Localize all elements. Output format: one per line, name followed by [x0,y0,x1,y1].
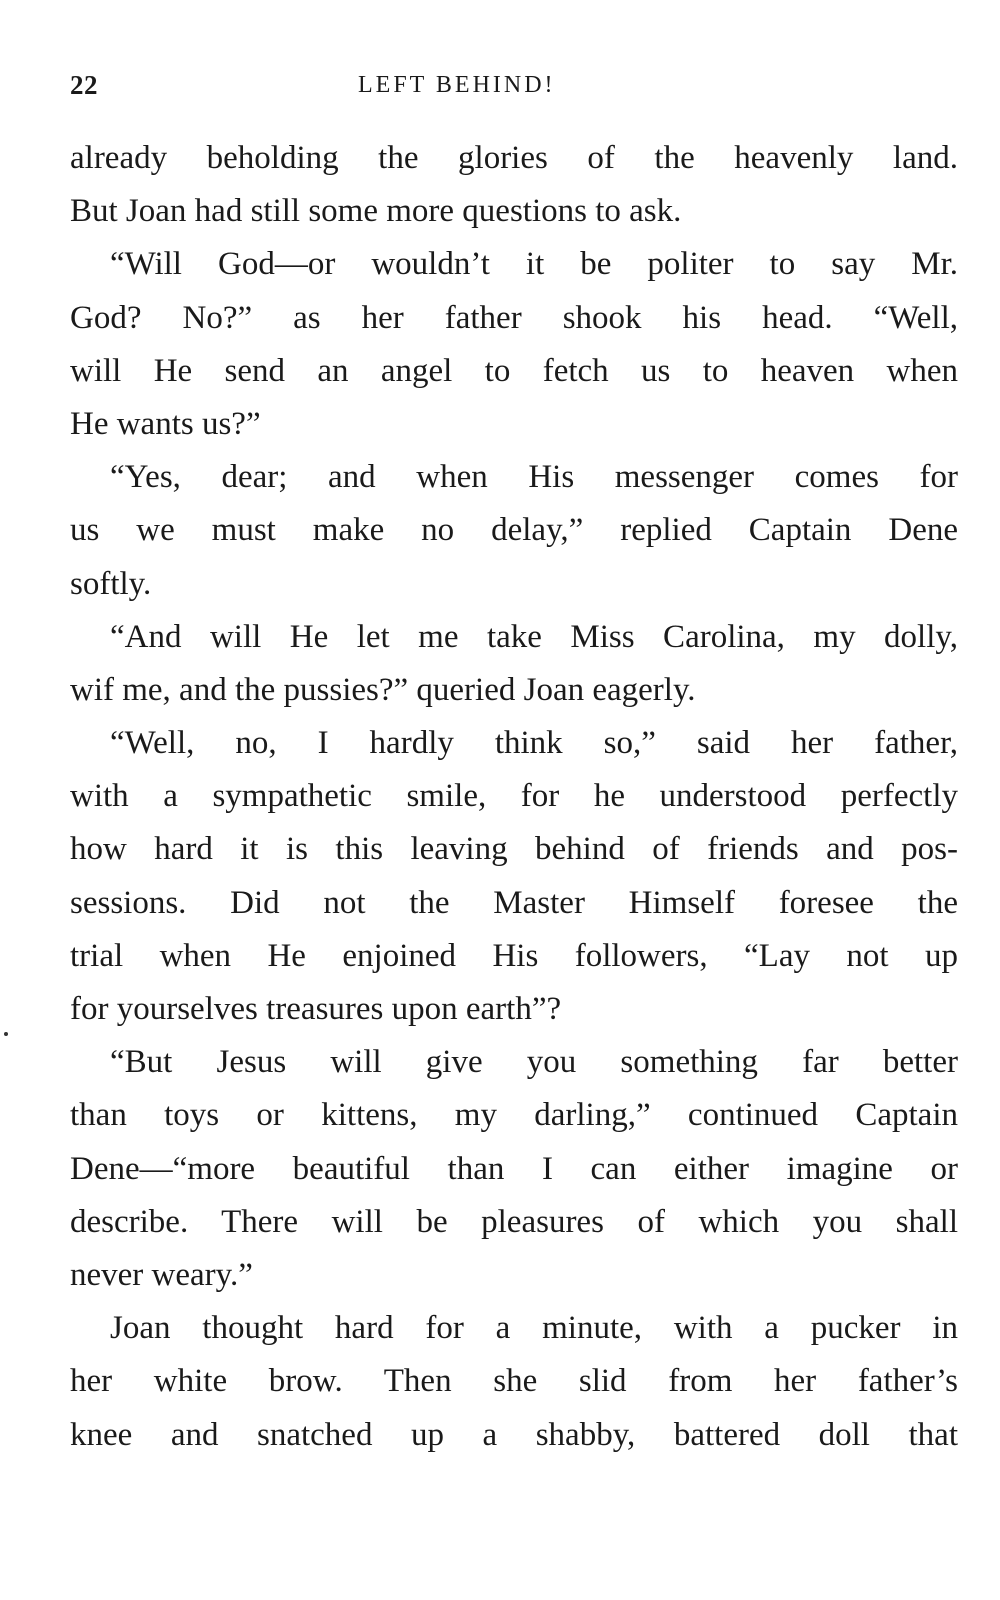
text-line: trial when He enjoined His followers, “Lay not up [70,937,958,974]
text-line: never weary.” [70,1256,253,1293]
body-text [70,132,958,1462]
text-line: “Yes, dear; and when His messenger comes for [110,459,958,496]
running-title: LEFT BEHIND! [358,72,556,98]
text-line: with a sympathetic smile, for he understood perfectly [70,778,958,815]
page-number: 22 [70,70,98,100]
print-speck [4,1032,8,1036]
text-line: Joan thought hard for a minute, with a pucker in [110,1310,958,1347]
text-line: her white brow. Then she slid from her father’s [70,1363,958,1400]
text-line: already beholding the glories of the heavenly land. [70,140,958,176]
text-line: Dene—“more beautiful than I can either imagine or [70,1150,958,1187]
text-line: “And will He let me take Miss Carolina, my dolly, [110,618,958,655]
text-line: will He send an angel to fetch us to heaven when [70,352,958,389]
text-line: He wants us?” [70,405,261,442]
text-line: wif me, and the pussies?” queried Joan eagerly. [70,671,696,708]
text-line: knee and snatched up a shabby, battered doll that [70,1416,958,1453]
text-line: But Joan had still some more questions to ask. [70,193,682,230]
text-line: “But Jesus will give you something far better [110,1044,958,1081]
text-line: God? No?” as her father shook his head. “Well, [70,299,958,336]
running-header [70,70,958,110]
text-line: how hard it is this leaving behind of friends and pos- [70,831,958,868]
text-line: “Well, no, I hardly think so,” said her father, [110,725,958,762]
text-line: for yourselves treasures upon earth”? [70,991,562,1027]
text-line: describe. There will be pleasures of which you shall [70,1203,958,1240]
text-line: softly. [70,565,152,602]
text-line: sessions. Did not the Master Himself foresee the [70,884,958,921]
text-line: “Will God—or wouldn’t it be politer to say Mr. [110,246,958,283]
text-line: us we must make no delay,” replied Captain Dene [70,512,958,549]
text-line: than toys or kittens, my darling,” continued Captain [70,1097,958,1134]
